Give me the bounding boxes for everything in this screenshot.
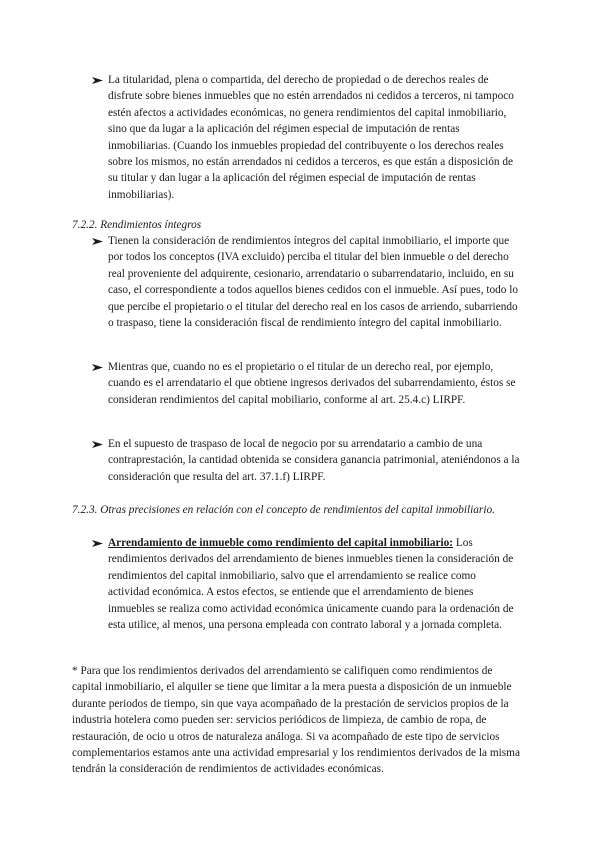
arrow-bullet-icon (92, 359, 108, 372)
arrow-bullet-icon (92, 72, 108, 85)
arrow-bullet-icon (92, 436, 108, 449)
arrow-bullet-icon (92, 535, 108, 548)
bullet-text: En el supuesto de traspaso de local de negocio por su arrendatario a cambio de una contraprestación, la cantidad obtenida se considera ganancia patrimonial, ateniéndonos a la consideración que resulta del art. 37.1.f) LIRPF. (108, 438, 520, 483)
bullet-text: La titularidad, plena o compartida, del derecho de propiedad o de derechos reales de disfrute sobre bienes inmuebles que no estén arrendados ni cedidos a terceros, ni tampoco estén afectos a actividades económicas, no genera rendimientos del capital inmobiliario, sino que da lugar a la aplicación del régimen especial de imputación de rentas inmobiliarias. (Cuando los inmuebles propiedad del contribuyente o los derechos reales sobre los mismos, no están arrendados ni cedidos a terceros, es que están a disposición de su titular y dan lugar a la aplicación del régimen especial de imputación de rentas inmobiliarias). (108, 74, 514, 201)
bullet-arrendamiento-inmueble (92, 535, 520, 633)
bullet-lead: Arrendamiento de inmueble como rendimiento del capital inmobiliario: (108, 537, 454, 549)
bullet-rendimientos-integros (92, 233, 520, 331)
arrow-bullet-icon (92, 233, 108, 246)
bullet-traspaso-local (92, 436, 520, 485)
bullet-body: Los rendimientos derivados del arrendamiento de bienes inmuebles tienen la consideración de rendimientos del capital inmobiliario, salvo que el arrendamiento se realice como actividad económica. A estos efectos, se entiende que el arrendamiento de bienes inmuebles se realiza como actividad económica únicamente cuando para la ordenación de esta utilice, al menos, una persona empleada con contrato laboral y a jornada completa. (108, 537, 514, 632)
bullet-text (108, 535, 520, 633)
footnote-paragraph: * Para que los rendimientos derivados del arrendamiento se califiquen como rendimientos de capital inmobiliario, el alquiler se tiene que limitar a la mera puesta a disposición de un inmueble durante periodos de tiempo, sin que vaya acompañado de la prestación de servicios propios de la industria hotelera como pueden ser: servicios periódicos de limpieza, de cambio de ropa, de restauración, de ocio u otros de naturaleza análoga. Si va acompañado de este tipo de servicios complementarios estamos ante una actividad empresarial y los rendimientos derivados de la misma tendrán la consideración de rendimientos de actividades económicas. (72, 665, 520, 776)
bullet-text: Tienen la consideración de rendimientos íntegros del capital inmobiliario, el importe que por todos los conceptos (IVA excluido) perciba el titular del bien inmueble o del derecho real proveniente del adquirente, cesionario, arrendatario o subarrendatario, incluido, en su caso, el correspondiente a todos aquellos bienes cedidos con el inmueble. Así pues, todo lo que percibe el propietario o el titular del derecho real en los casos de arriendo, subarriendo o traspaso, tiene la consideración fiscal de rendimiento íntegro del capital inmobiliario. (108, 235, 519, 330)
bullet-subarrendamiento (92, 359, 520, 408)
heading-otras-precisiones: 7.2.3. Otras precisiones en relación con el concepto de rendimientos del capital inmobiliario. (72, 504, 495, 516)
heading-rendimientos-integros: 7.2.2. Rendimientos íntegros (72, 219, 202, 231)
bullet-text: Mientras que, cuando no es el propietario o el titular de un derecho real, por ejemplo, cuando es el arrendatario el que obtiene ingresos derivados del subarrendamiento, éstos se consideran rendimientos del capital mobiliario, conforme al art. 25.4.c) LIRPF. (108, 361, 516, 406)
bullet-imputacion-rentas (92, 72, 520, 203)
